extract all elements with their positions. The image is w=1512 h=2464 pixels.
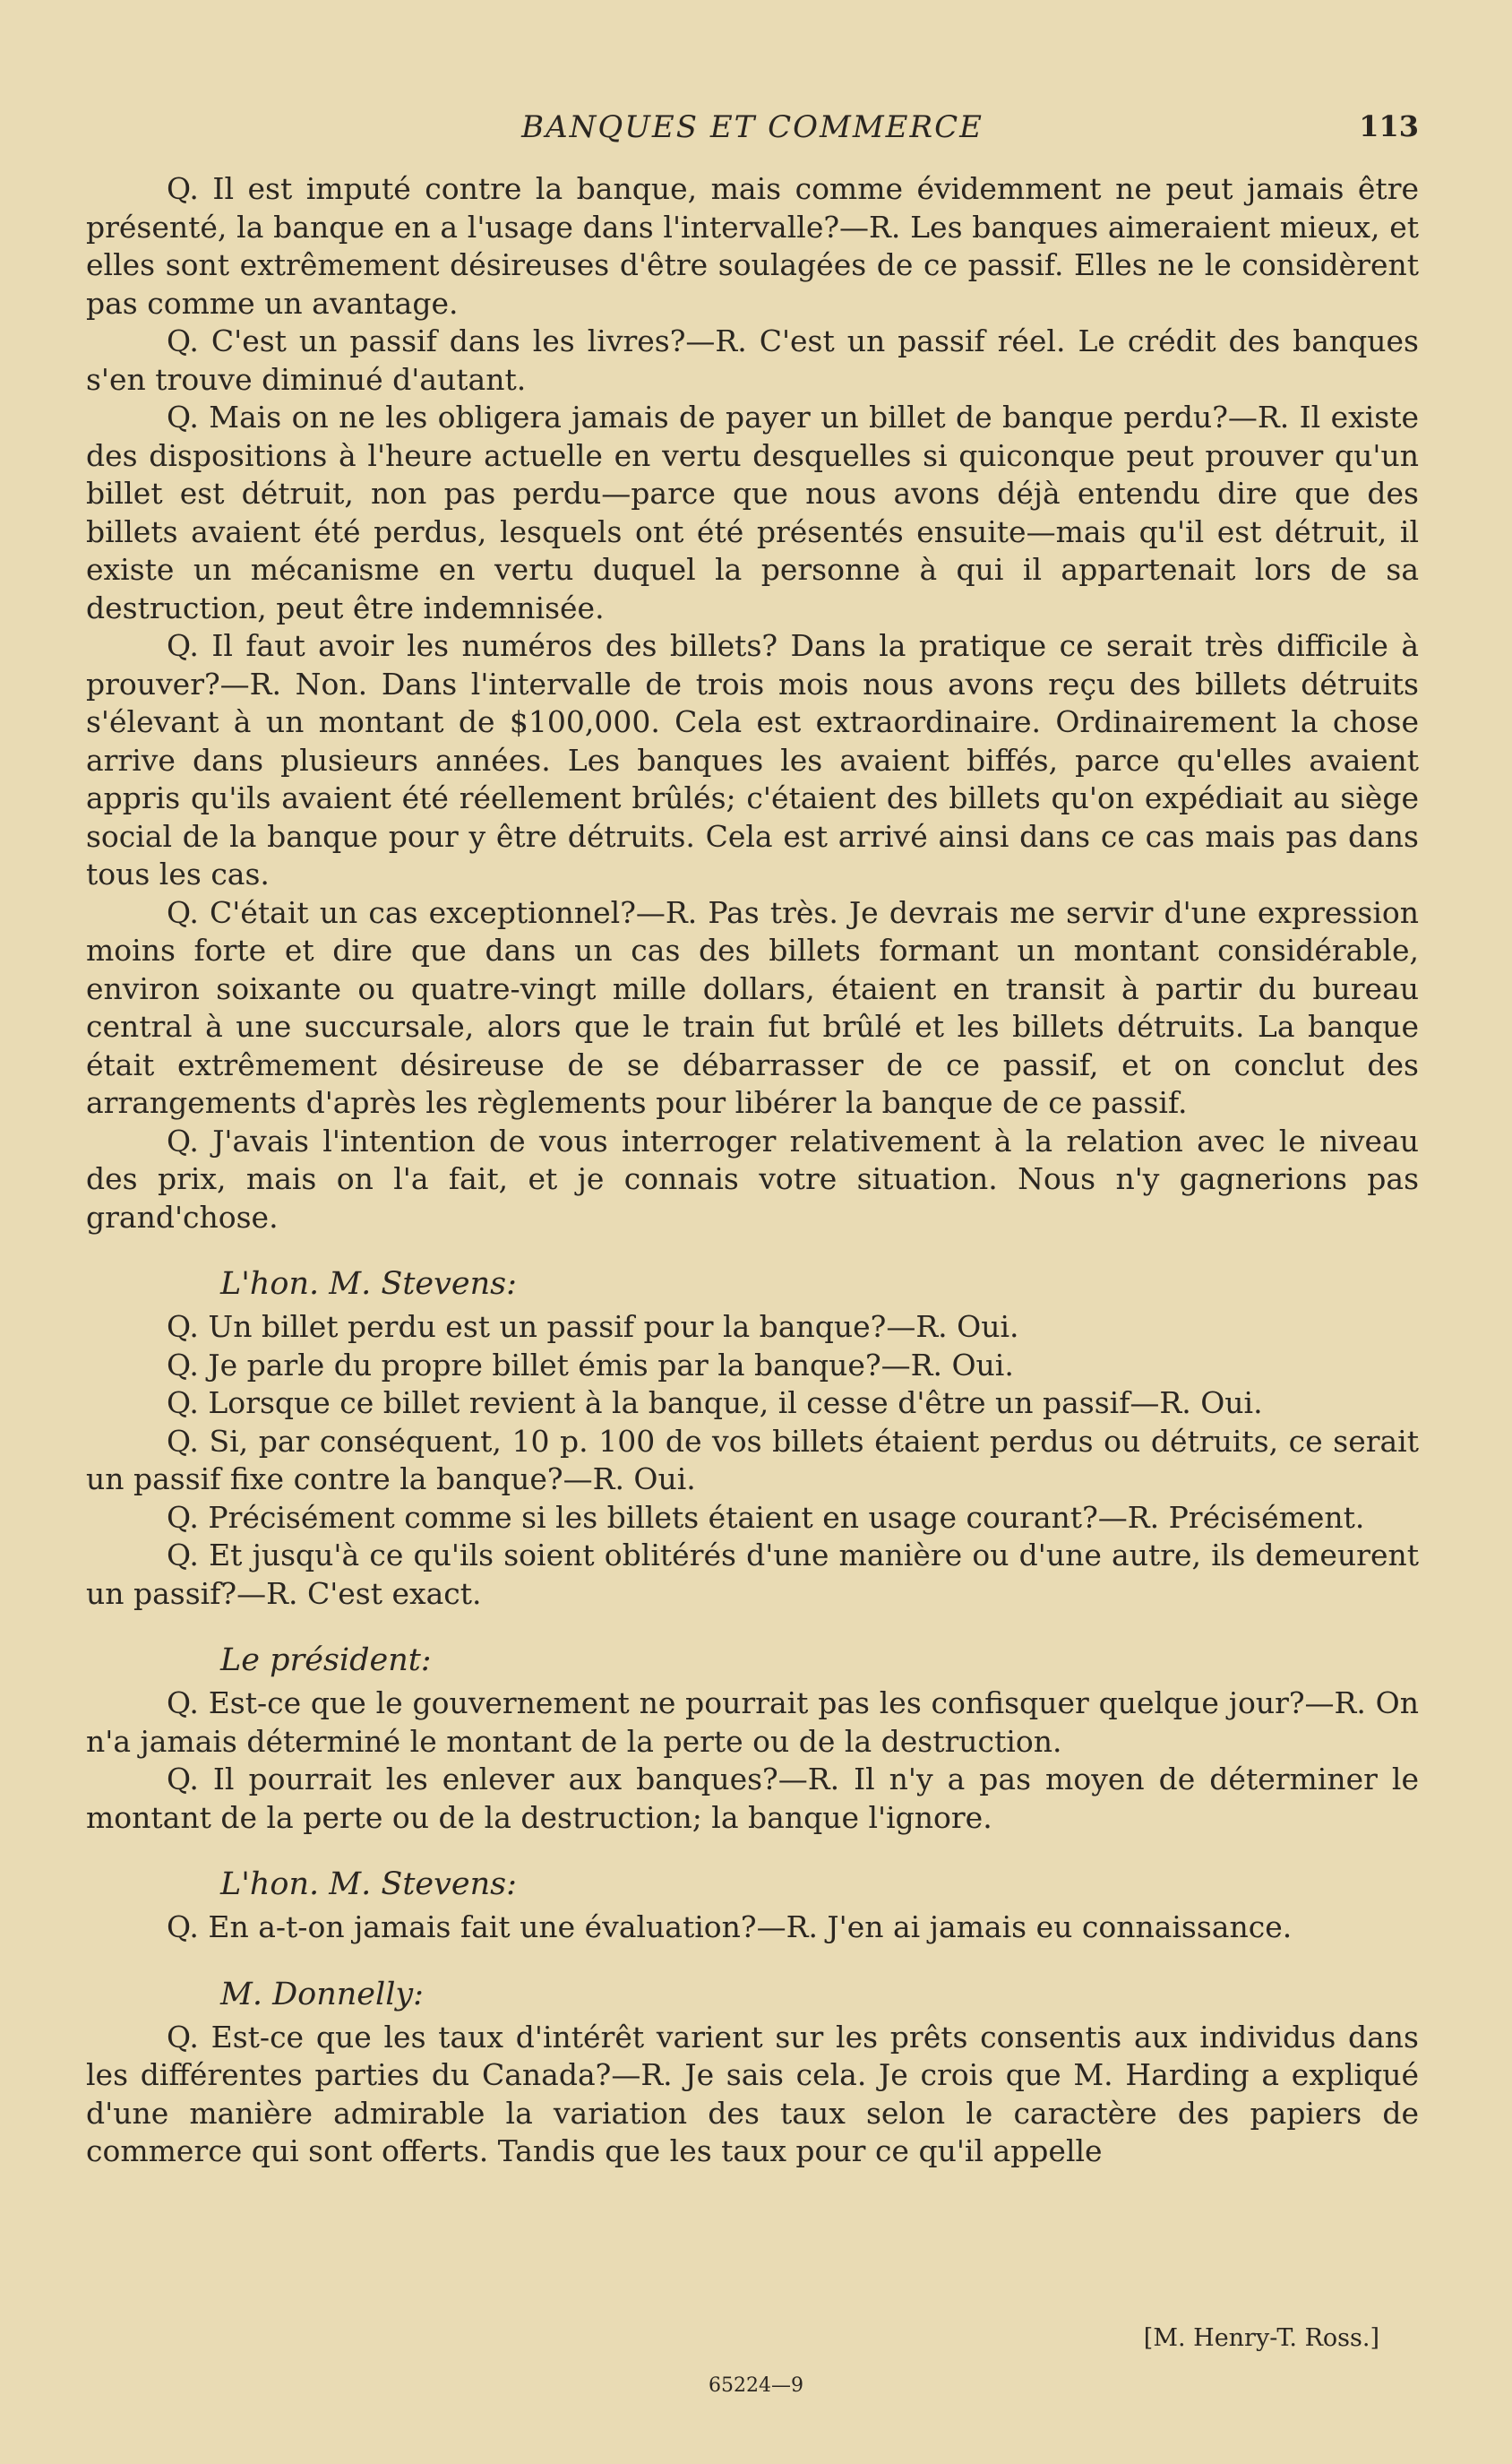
page-header [86, 100, 1419, 154]
paragraph: Q. En a-t-on jamais fait une évaluation?—R. J'en ai jamais eu connaissance. [167, 1909, 1293, 1944]
paragraph: Q. Lorsque ce billet revient à la banque, il cesse d'être un passif—R. Oui. [167, 1385, 1263, 1420]
paragraph: Q. Est-ce que les taux d'intérêt varient sur les prêts consentis aux individus dans les différentes parties du Canada?—R. Je sais cela. Je crois que M. Harding a expliqué d'une manière admirable la variation des taux selon le caractère des papiers de commerce qui sont offerts. Tandis que les taux pour ce qu'il appelle [86, 2019, 1419, 2168]
running-title: BANQUES ET COMMERCE [521, 109, 984, 145]
paragraph: Q. Un billet perdu est un passif pour la banque?—R. Oui. [167, 1309, 1019, 1344]
speaker-heading: L'hon. M. Stevens: [220, 1266, 517, 1302]
paragraph: Q. Il pourrait les enlever aux banques?—R. Il n'y a pas moyen de déterminer le montant de la perte ou de la destruction; la banque l'ignore. [86, 1762, 1419, 1835]
body-text [86, 170, 1419, 2171]
paragraph: Q. C'était un cas exceptionnel?—R. Pas très. Je devrais me servir d'une expression moins forte et dire que dans un cas des billets formant un montant considérable, environ soixante ou quatre-vingt mille dollars, étaient en transit à partir du bureau central à une succursale, alors que le train fut brûlé et les billets détruits. La banque était extrêmement désireuse de se débarrasser de ce passif, et on conclut des arrangements d'après les règlements pour libérer la banque de ce passif. [86, 894, 1419, 1120]
paragraph: Q. C'est un passif dans les livres?—R. C'est un passif réel. Le crédit des banques s'en trouve diminué d'autant. [86, 323, 1419, 397]
page-number: 113 [1359, 109, 1419, 143]
paragraph: Q. Je parle du propre billet émis par la banque?—R. Oui. [167, 1347, 1014, 1383]
speaker-heading: M. Donnelly: [220, 1976, 424, 2012]
paragraph: Q. Mais on ne les obligera jamais de payer un billet de banque perdu?—R. Il existe des dispositions à l'heure actuelle en vertu desquelles si quiconque peut prouver qu'un billet est détruit, non pas perdu—parce que nous avons déjà entendu dire que des billets avaient été perdus, lesquels ont été présentés ensuite—mais qu'il est détruit, il existe un mécanisme en vertu duquel la personne à qui il appartenait lors de sa destruction, peut être indemnisée. [86, 400, 1419, 625]
paragraph: Q. Il faut avoir les numéros des billets? Dans la pratique ce serait très difficile à prouver?—R. Non. Dans l'intervalle de trois mois nous avons reçu des billets détruits s'élevant à un montant de $100,000. Cela est extraordinaire. Ordinairement la chose arrive dans plusieurs années. Les banques les avaient biffés, parce qu'elles avaient appris qu'ils avaient été réellement brûlés; c'étaient des billets qu'on expédiait au siège social de la banque pour y être détruits. Cela est arrivé ainsi dans ce cas mais pas dans tous les cas. [86, 628, 1419, 892]
folio-number: 65224—9 [709, 2374, 803, 2397]
paragraph: Q. Est-ce que le gouvernement ne pourrait pas les confisquer quelque jour?—R. On n'a jamais déterminé le montant de la perte ou de la destruction. [86, 1685, 1419, 1759]
paragraph: Q. Si, par conséquent, 10 p. 100 de vos billets étaient perdus ou détruits, ce serait un passif fixe contre la banque?—R. Oui. [86, 1423, 1419, 1496]
speaker-heading: L'hon. M. Stevens: [220, 1866, 517, 1902]
paragraph: Q. J'avais l'intention de vous interroger relativement à la relation avec le niveau des prix, mais on l'a fait, et je connais votre situation. Nous n'y gagnerions pas grand'chose. [86, 1123, 1419, 1235]
paragraph: Q. Précisément comme si les billets étaient en usage courant?—R. Précisément. [167, 1499, 1365, 1535]
speaker-attribution: [M. Henry-T. Ross.] [1143, 2324, 1379, 2352]
page-footer [0, 2319, 1512, 2426]
speaker-heading: Le président: [220, 1642, 432, 1678]
paragraph: Q. Et jusqu'à ce qu'ils soient oblitérés d'une manière ou d'une autre, ils demeurent un passif?—R. C'est exact. [86, 1538, 1419, 1611]
paragraph: Q. Il est imputé contre la banque, mais comme évidemment ne peut jamais être présenté, la banque en a l'usage dans l'intervalle?—R. Les banques aimeraient mieux, et elles sont extrêmement désireuses d'être soulagées de ce passif. Elles ne le considèrent pas comme un avantage. [86, 171, 1419, 321]
